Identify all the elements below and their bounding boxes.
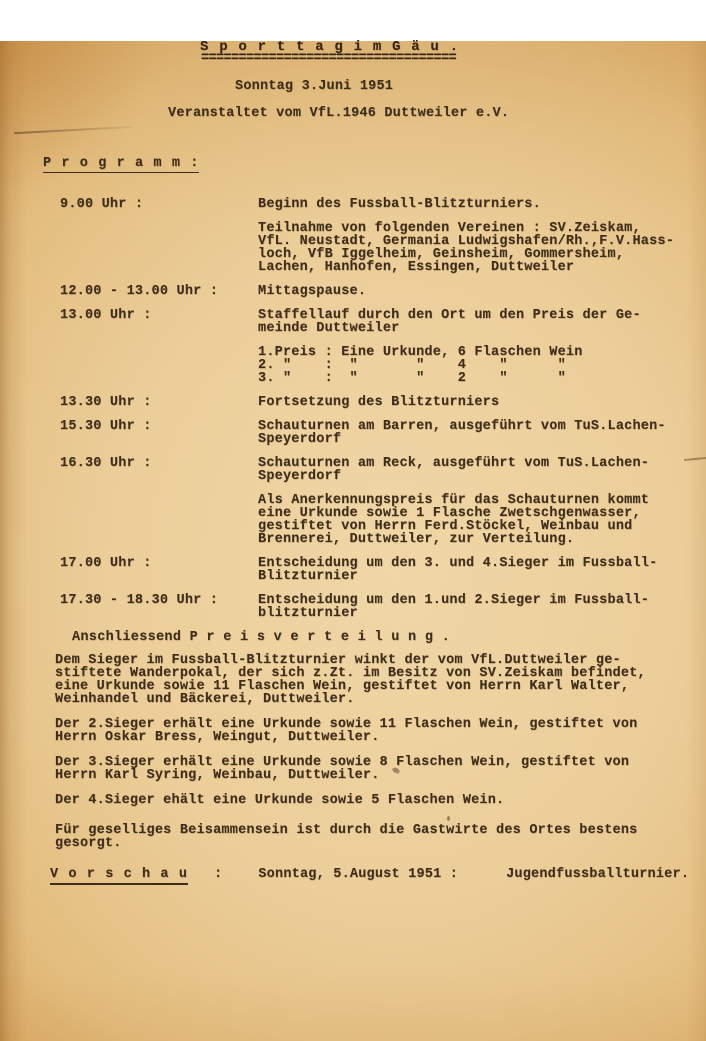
text-line: Fortsetzung des Blitzturniers bbox=[258, 395, 500, 410]
text-line: Teilnahme von folgenden Vereinen : SV.Zeiskam, bbox=[258, 221, 641, 236]
text-line: eine Urkunde sowie 1 Flasche Zwetschgenwasser, bbox=[258, 506, 641, 521]
schedule-description bbox=[258, 594, 706, 620]
schedule-row bbox=[60, 557, 706, 583]
schedule-time: 12.00 - 13.00 Uhr : bbox=[60, 284, 219, 299]
closing-paragraph bbox=[55, 718, 706, 744]
schedule-time: 9.00 Uhr : bbox=[60, 197, 144, 212]
schedule-row bbox=[60, 222, 706, 274]
schedule-time: 13.30 Uhr : bbox=[60, 395, 152, 410]
text-line: Speyerdorf bbox=[258, 432, 342, 447]
text-line: VfL. Neustadt, Germania Ludwigshafen/Rh.,F.V.Hass- bbox=[258, 234, 675, 249]
text-line: 2. " : " " 4 " " bbox=[258, 358, 566, 373]
text-line: Der 2.Sieger erhält eine Urkunde sowie 11 Flaschen Wein, gestiftet von bbox=[55, 717, 638, 732]
closing-paragraphs bbox=[55, 654, 706, 850]
document-title: S p o r t t a g i m G ä u . bbox=[200, 39, 460, 55]
text-line: gestiftet von Herrn Ferd.Stöckel, Weinbau und bbox=[258, 519, 633, 534]
preview-date: Sonntag, 5.August 1951 : bbox=[258, 867, 459, 882]
text-line: Staffellauf durch den Ort um den Preis der Ge- bbox=[258, 308, 641, 323]
scanned-document-page bbox=[0, 41, 706, 1041]
text-line: Entscheidung um den 3. und 4.Sieger im Fussball- bbox=[258, 556, 658, 571]
title-underline: ================================== bbox=[201, 51, 457, 66]
text-line: Als Anerkennungspreis für das Schauturnen kommt bbox=[258, 493, 650, 508]
preview-label: V o r s c h a u bbox=[50, 868, 188, 885]
schedule-row bbox=[60, 594, 706, 620]
schedule-row bbox=[60, 494, 706, 546]
text-line: gesorgt. bbox=[55, 836, 122, 851]
closing-paragraph bbox=[55, 824, 706, 850]
text-line: Brennerei, Duttweiler, zur Verteilung. bbox=[258, 532, 575, 547]
schedule-description bbox=[258, 346, 706, 385]
schedule-description bbox=[258, 222, 706, 274]
schedule-time bbox=[60, 494, 258, 546]
document-header bbox=[0, 41, 706, 120]
text-line: 1.Preis : Eine Urkunde, 6 Flaschen Wein bbox=[258, 345, 583, 360]
program-schedule bbox=[60, 198, 706, 620]
schedule-time: 15.30 Uhr : bbox=[60, 419, 152, 434]
schedule-row bbox=[60, 396, 706, 409]
text-line: eine Urkunde sowie 11 Flaschen Wein, gestiftet von Herrn Karl Walter, bbox=[55, 679, 630, 694]
schedule-description bbox=[258, 198, 706, 211]
scratch-mark bbox=[14, 126, 134, 134]
text-line: Herrn Oskar Bress, Weingut, Duttweiler. bbox=[55, 730, 380, 745]
text-line: stiftete Wanderpokal, der sich z.Zt. im Besitz von SV.Zeiskam befindet, bbox=[55, 666, 646, 681]
text-line: Dem Sieger im Fussball-Blitzturnier winkt der vom VfL.Duttweiler ge- bbox=[55, 653, 621, 668]
text-line: Herrn Karl Syring, Weinbau, Duttweiler. bbox=[55, 768, 380, 783]
schedule-time: 17.00 Uhr : bbox=[60, 556, 152, 571]
schedule-time bbox=[60, 346, 258, 385]
preview-colon: : bbox=[214, 867, 223, 882]
text-line: 3. " : " " 2 " " bbox=[258, 371, 566, 386]
text-line: Schauturnen am Reck, ausgeführt vom TuS.Lachen- bbox=[258, 456, 650, 471]
schedule-row bbox=[60, 285, 706, 298]
program-heading bbox=[43, 157, 706, 173]
closing-paragraph bbox=[55, 654, 706, 706]
program-heading-text: P r o g r a m m : bbox=[43, 156, 200, 171]
text-line: Blitzturnier bbox=[258, 569, 358, 584]
schedule-time: 13.00 Uhr : bbox=[60, 308, 152, 323]
text-line: meinde Duttweiler bbox=[258, 321, 400, 336]
schedule-description bbox=[258, 420, 706, 446]
text-line: Beginn des Fussball-Blitzturniers. bbox=[258, 197, 541, 212]
schedule-description bbox=[258, 309, 706, 335]
schedule-row bbox=[60, 346, 706, 385]
text-line: Weinhandel und Bäckerei, Duttweiler. bbox=[55, 692, 355, 707]
text-line: loch, VfB Iggelheim, Geinsheim, Gommersheim, bbox=[258, 247, 625, 262]
schedule-time bbox=[60, 222, 258, 274]
text-line: blitzturnier bbox=[258, 606, 358, 621]
schedule-description bbox=[258, 396, 706, 409]
schedule-time: 17.30 - 18.30 Uhr : bbox=[60, 593, 219, 608]
text-line: Der 4.Sieger ehält eine Urkunde sowie 5 Flaschen Wein. bbox=[55, 793, 505, 808]
schedule-description bbox=[258, 285, 706, 298]
text-line: Entscheidung um den 1.und 2.Sieger im Fussball- bbox=[258, 593, 650, 608]
text-line: Speyerdorf bbox=[258, 469, 342, 484]
schedule-description bbox=[258, 557, 706, 583]
ink-fleck bbox=[447, 816, 450, 821]
event-date: Sonntag 3.Juni 1951 bbox=[235, 79, 394, 94]
preview-event: Jugendfussballturnier. bbox=[506, 867, 690, 882]
closing-paragraph bbox=[55, 756, 706, 782]
schedule-row bbox=[60, 457, 706, 483]
organizer-line: Veranstaltet vom VfL.1946 Duttweiler e.V. bbox=[168, 106, 510, 121]
schedule-description bbox=[258, 494, 706, 546]
schedule-description bbox=[258, 457, 706, 483]
text-line: Schauturnen am Barren, ausgeführt vom TuS.Lachen- bbox=[258, 419, 666, 434]
schedule-time: 16.30 Uhr : bbox=[60, 456, 152, 471]
text-line: Lachen, Hanhofen, Essingen, Duttweiler bbox=[258, 260, 575, 275]
preview-line bbox=[50, 868, 706, 885]
schedule-row bbox=[60, 420, 706, 446]
prize-distribution-heading: Anschliessend P r e i s v e r t e i l u n g . bbox=[72, 630, 451, 645]
closing-paragraph bbox=[55, 794, 706, 807]
text-line: Mittagspause. bbox=[258, 284, 367, 299]
text-line: Für geselliges Beisammensein ist durch die Gastwirte des Ortes bestens bbox=[55, 823, 638, 838]
schedule-row bbox=[60, 309, 706, 335]
text-line: Der 3.Sieger erhält eine Urkunde sowie 8 Flaschen Wein, gestiftet von bbox=[55, 755, 630, 770]
schedule-row bbox=[60, 198, 706, 211]
